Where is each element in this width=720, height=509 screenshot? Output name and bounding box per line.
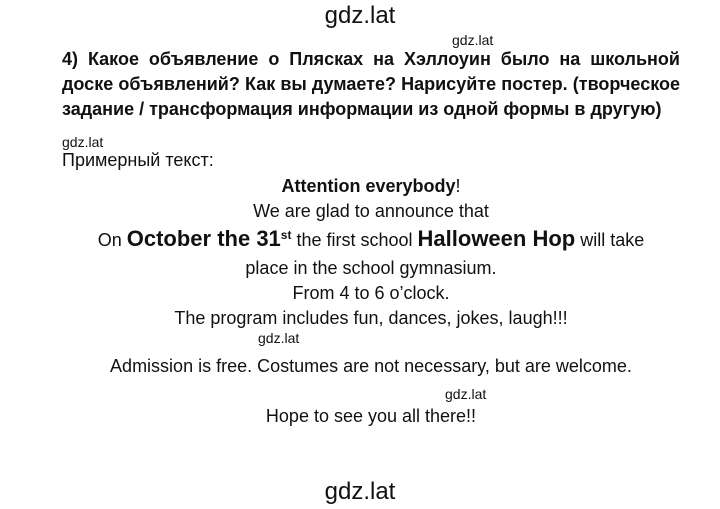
date-suffix: st (280, 228, 292, 242)
poster-date-line (62, 226, 680, 252)
watermark-small: gdz.lat (452, 32, 494, 48)
poster-place-line: place in the school gymnasium. (245, 258, 497, 278)
watermark-bottom: gdz.lat (324, 478, 396, 505)
will-take-text: will take (575, 230, 645, 250)
watermark-small: gdz.lat (445, 386, 487, 402)
watermark-small: gdz.lat (62, 134, 104, 150)
task-question: 4) Какое объявление о Плясках на Хэллоуин было на школьной доске объявлений? Как вы думаете? Нарисуйте постер. (творческое задание / трансформация информации из одной формы в другую) (62, 49, 680, 119)
sample-label: Примерный текст: (62, 150, 214, 170)
poster-program-line: The program includes fun, dances, jokes, laugh!!! (174, 308, 568, 328)
attention-heading: Attention everybody (281, 176, 456, 196)
poster-glad-line: We are glad to announce that (253, 201, 489, 221)
watermark-small: gdz.lat (258, 330, 300, 346)
poster-admission-line: Admission is free. Costumes are not necessary, but are welcome. (110, 356, 632, 376)
poster-attention-line (62, 176, 680, 197)
watermark-top: gdz.lat (324, 2, 396, 29)
poster-hope-line: Hope to see you all there!! (265, 406, 477, 426)
event-name: Halloween Hop (417, 226, 576, 251)
first-school-text: the first school (291, 230, 418, 250)
poster-time-line: From 4 to 6 o’clock. (292, 283, 450, 303)
attention-punct: ! (455, 176, 461, 196)
event-date: October the 31 (126, 226, 281, 251)
on-word: On (97, 230, 127, 250)
